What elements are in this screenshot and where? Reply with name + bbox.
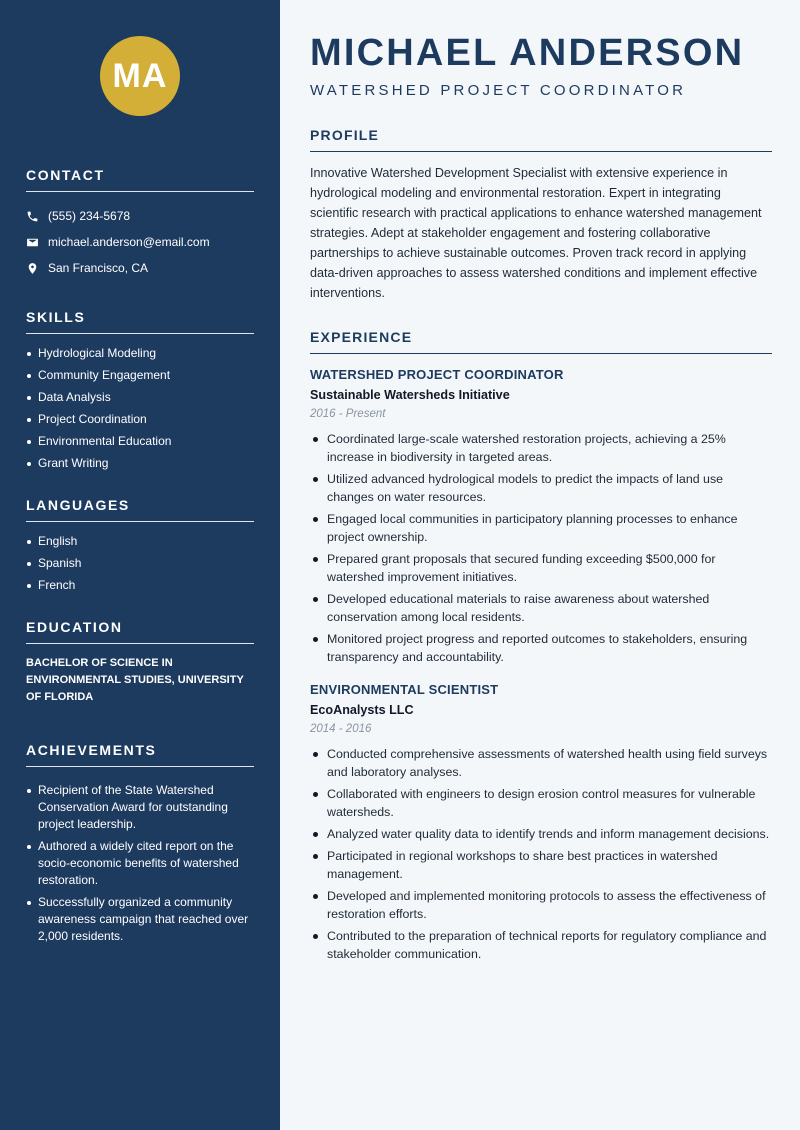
profile-heading: PROFILE	[310, 127, 772, 152]
list-item: Monitored project progress and reported outcomes to stakeholders, ensuring transparency and accountability.	[310, 630, 772, 666]
list-item: Hydrological Modeling	[26, 345, 254, 362]
mail-icon	[26, 236, 39, 249]
experience-heading: EXPERIENCE	[310, 329, 772, 354]
languages-list	[26, 533, 254, 594]
phone-icon	[26, 210, 39, 223]
achievements-section	[26, 742, 254, 945]
job-role-subtitle: WATERSHED PROJECT COORDINATOR	[310, 82, 687, 99]
list-item: Utilized advanced hydrological models to predict the impacts of land use changes on water resources.	[310, 470, 772, 506]
list-item: Conducted comprehensive assessments of watershed health using field surveys and laboratory analyses.	[310, 745, 772, 781]
sidebar	[0, 0, 280, 1130]
experience-section	[310, 329, 772, 963]
experience-entry	[310, 682, 772, 963]
avatar-initials: MA	[112, 56, 168, 95]
company-name: Sustainable Watersheds Initiative	[310, 388, 510, 402]
location-text: San Francisco, CA	[48, 261, 149, 275]
list-item: Participated in regional workshops to share best practices in watershed management.	[310, 847, 772, 883]
avatar	[100, 36, 180, 116]
list-item: Community Engagement	[26, 367, 254, 384]
list-item: Engaged local communities in participatory planning processes to enhance project ownership.	[310, 510, 772, 546]
list-item: Recipient of the State Watershed Conservation Award for outstanding project leadership.	[26, 782, 254, 833]
list-item: Data Analysis	[26, 389, 254, 406]
education-heading: EDUCATION	[26, 619, 254, 644]
achievements-heading: ACHIEVEMENTS	[26, 742, 254, 767]
list-item: Analyzed water quality data to identify trends and inform management decisions.	[310, 825, 772, 843]
contact-location	[26, 255, 254, 281]
experience-entry	[310, 367, 772, 666]
main-content	[310, 0, 772, 967]
list-item: Authored a widely cited report on the socio-economic benefits of watershed restoration.	[26, 838, 254, 889]
contact-phone	[26, 203, 254, 229]
company-name: EcoAnalysts LLC	[310, 703, 414, 717]
list-item: Project Coordination	[26, 411, 254, 428]
list-item: French	[26, 577, 254, 594]
list-item: Prepared grant proposals that secured funding exceeding $500,000 for watershed improvement initiatives.	[310, 550, 772, 586]
list-item: Contributed to the preparation of technical reports for regulatory compliance and stakeholder communication.	[310, 927, 772, 963]
job-title: ENVIRONMENTAL SCIENTIST	[310, 682, 499, 697]
list-item: Grant Writing	[26, 455, 254, 472]
education-degree: BACHELOR OF SCIENCE IN ENVIRONMENTAL STUDIES, UNIVERSITY OF FLORIDA	[26, 657, 244, 703]
page-title: MICHAEL ANDERSON	[310, 32, 745, 74]
list-item: Coordinated large-scale watershed restoration projects, achieving a 25% increase in biodiversity in targeted areas.	[310, 430, 772, 466]
location-pin-icon	[26, 262, 39, 275]
education-section	[26, 619, 254, 706]
list-item: English	[26, 533, 254, 550]
achievements-list	[26, 782, 254, 945]
email-text[interactable]: michael.anderson@email.com	[48, 235, 210, 249]
phone-text: (555) 234-5678	[48, 209, 131, 223]
skills-section	[26, 309, 254, 472]
list-item: Collaborated with engineers to design erosion control measures for vulnerable watersheds.	[310, 785, 772, 821]
job-dates: 2016 - Present	[310, 408, 386, 420]
list-item: Spanish	[26, 555, 254, 572]
list-item: Developed and implemented monitoring protocols to assess the effectiveness of restoration efforts.	[310, 887, 772, 923]
job-bullets	[310, 430, 772, 666]
list-item: Successfully organized a community awareness campaign that reached over 2,000 residents.	[26, 894, 254, 945]
languages-section	[26, 497, 254, 594]
contact-email	[26, 229, 254, 255]
profile-text: Innovative Watershed Development Specialist with extensive experience in hydrological modeling and environmental restoration. Expert in integrating scientific research with practical applications to enhance watershed management strategies. Adept at stakeholder engagement and fostering collaborative partnerships to achieve sustainable outcomes. Proven track record in applying data-driven approaches to assess watershed conditions and implement effective interventions.	[310, 166, 762, 300]
job-dates: 2014 - 2016	[310, 723, 372, 735]
profile-section	[310, 127, 772, 303]
job-bullets	[310, 745, 772, 963]
languages-heading: LANGUAGES	[26, 497, 254, 522]
skills-list	[26, 345, 254, 472]
contact-heading: CONTACT	[26, 167, 254, 192]
job-title: WATERSHED PROJECT COORDINATOR	[310, 367, 564, 382]
skills-heading: SKILLS	[26, 309, 254, 334]
list-item: Environmental Education	[26, 433, 254, 450]
list-item: Developed educational materials to raise awareness about watershed conservation among local residents.	[310, 590, 772, 626]
contact-section	[26, 167, 254, 281]
